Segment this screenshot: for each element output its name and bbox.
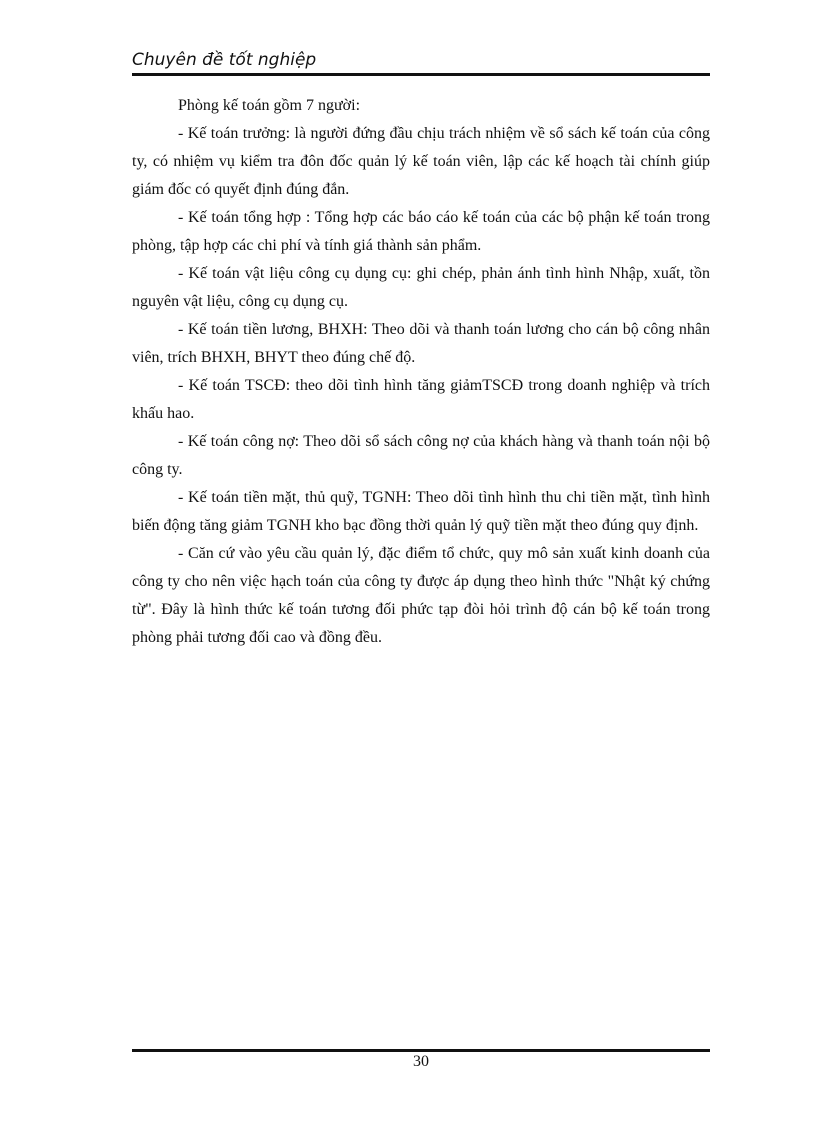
document-body — [132, 92, 710, 652]
page-header — [132, 48, 710, 78]
paragraph: - Kế toán tổng hợp : Tổng hợp các báo cáo kế toán của các bộ phận kế toán trong phòng, tập hợp các chi phí và tính giá thành sản phẩm. — [132, 209, 710, 254]
paragraph: - Kế toán công nợ: Theo dõi sổ sách công nợ của khách hàng và thanh toán nội bộ công ty. — [132, 433, 710, 478]
header-rule — [132, 73, 710, 76]
paragraph: Phòng kế toán gồm 7 người: — [178, 97, 361, 114]
header-title: Chuyên đề tốt nghiệp — [132, 50, 317, 70]
paragraph: - Kế toán tiền mặt, thủ quỹ, TGNH: Theo dõi tình hình thu chi tiền mặt, tình hình biến động tăng giảm TGNH kho bạc đồng thời quản lý quỹ tiền mặt theo đúng quy định. — [132, 489, 710, 534]
paragraph: - Kế toán tiền lương, BHXH: Theo dõi và thanh toán lương cho cán bộ công nhân viên, trích BHXH, BHYT theo đúng chế độ. — [132, 321, 710, 366]
paragraph: - Kế toán trưởng: là người đứng đầu chịu trách nhiệm về sổ sách kế toán của công ty, có nhiệm vụ kiểm tra đôn đốc quản lý kế toán viên, lập các kế hoạch tài chính giúp giám đốc có quyết định đúng đắn. — [132, 125, 710, 198]
paragraph: - Căn cứ vào yêu cầu quản lý, đặc điểm tổ chức, quy mô sản xuất kinh doanh của công ty cho nên việc hạch toán của công ty được áp dụng theo hình thức "Nhật ký chứng từ". Đây là hình thức kế toán tương đối phức tạp đòi hỏi trình độ cán bộ kế toán trong phòng phải tương đối cao và đồng đều. — [132, 545, 710, 646]
paragraph: - Kế toán TSCĐ: theo dõi tình hình tăng giảmTSCĐ trong doanh nghiệp và trích khấu hao. — [132, 377, 710, 422]
paragraph: - Kế toán vật liệu công cụ dụng cụ: ghi chép, phản ánh tình hình Nhập, xuất, tồn nguyên vật liệu, công cụ dụng cụ. — [132, 265, 710, 310]
page-number: 30 — [413, 1053, 429, 1070]
